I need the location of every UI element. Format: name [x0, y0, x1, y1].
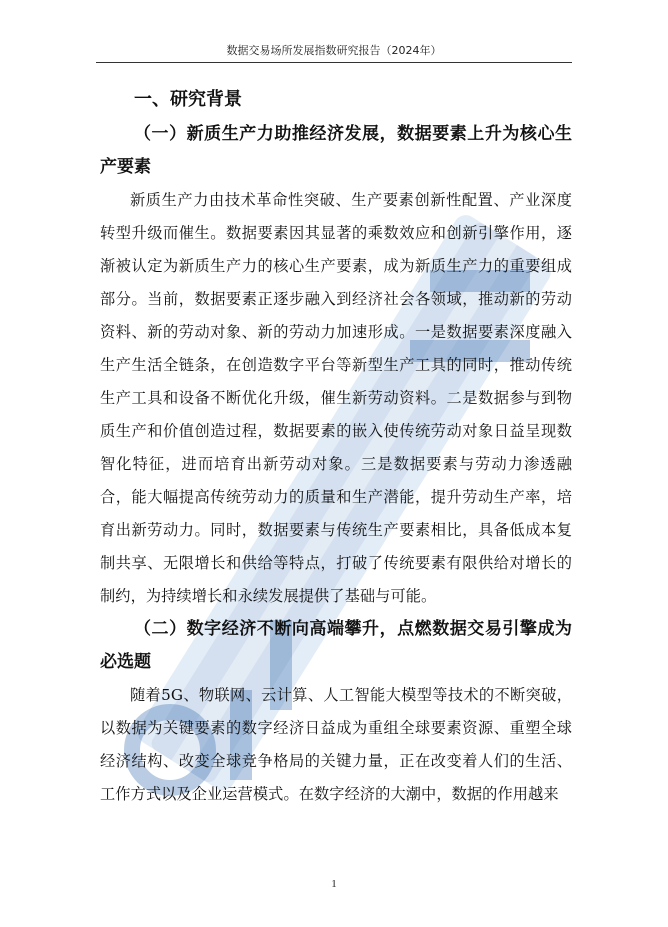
paragraph-2: 随着5G、物联网、云计算、人工智能大模型等技术的不断突破，以数据为关键要素的数字经济日益成为重组全球要素资源、重塑全球经济结构、改变全球竞争格局的关键力量，正在改变着人们的生活、工作方式以及企业运营模式。在数字经济的大潮中，数据的作用越来: [100, 686, 572, 803]
subsection-heading-1: （一）新质生产力助推经济发展，数据要素上升为核心生产要素: [100, 124, 572, 177]
page-number: 1: [331, 878, 337, 890]
subsection-heading-2: （二）数字经济不断向高端攀升，点燃数据交易引擎成为必选题: [100, 619, 572, 672]
document-body: [100, 84, 572, 811]
paragraph-1: 新质生产力由技术革命性突破、生产要素创新性配置、产业深度转型升级而催生。数据要素因其显著的乘数效应和创新引擎作用，逐渐被认定为新质生产力的核心生产要素，成为新质生产力的重要组成部分。当前，数据要素正逐步融入到经济社会各领域，推动新的劳动资料、新的劳动对象、新的劳动力加速形成。一是数据要素深度融入生产生活全链条，在创造数字平台等新型生产工具的同时，推动传统生产工具和设备不断优化升级，催生新劳动资料。二是数据参与到物质生产和价值创造过程，数据要素的嵌入使传统劳动对象日益呈现数智化特征，进而培育出新劳动对象。三是数据要素与劳动力渗透融合，能大幅提高传统劳动力的质量和生产潜能，提升劳动生产率，培育出新劳动力。同时，数据要素与传统生产要素相比，具备低成本复制共享、无限增长和供给等特点，打破了传统要素有限供给对增长的制约，为持续增长和永续发展提供了基础与可能。: [100, 191, 572, 605]
section-heading: 一、研究背景: [134, 89, 242, 110]
running-header: 数据交易场所发展指数研究报告（2024年）: [96, 44, 572, 63]
